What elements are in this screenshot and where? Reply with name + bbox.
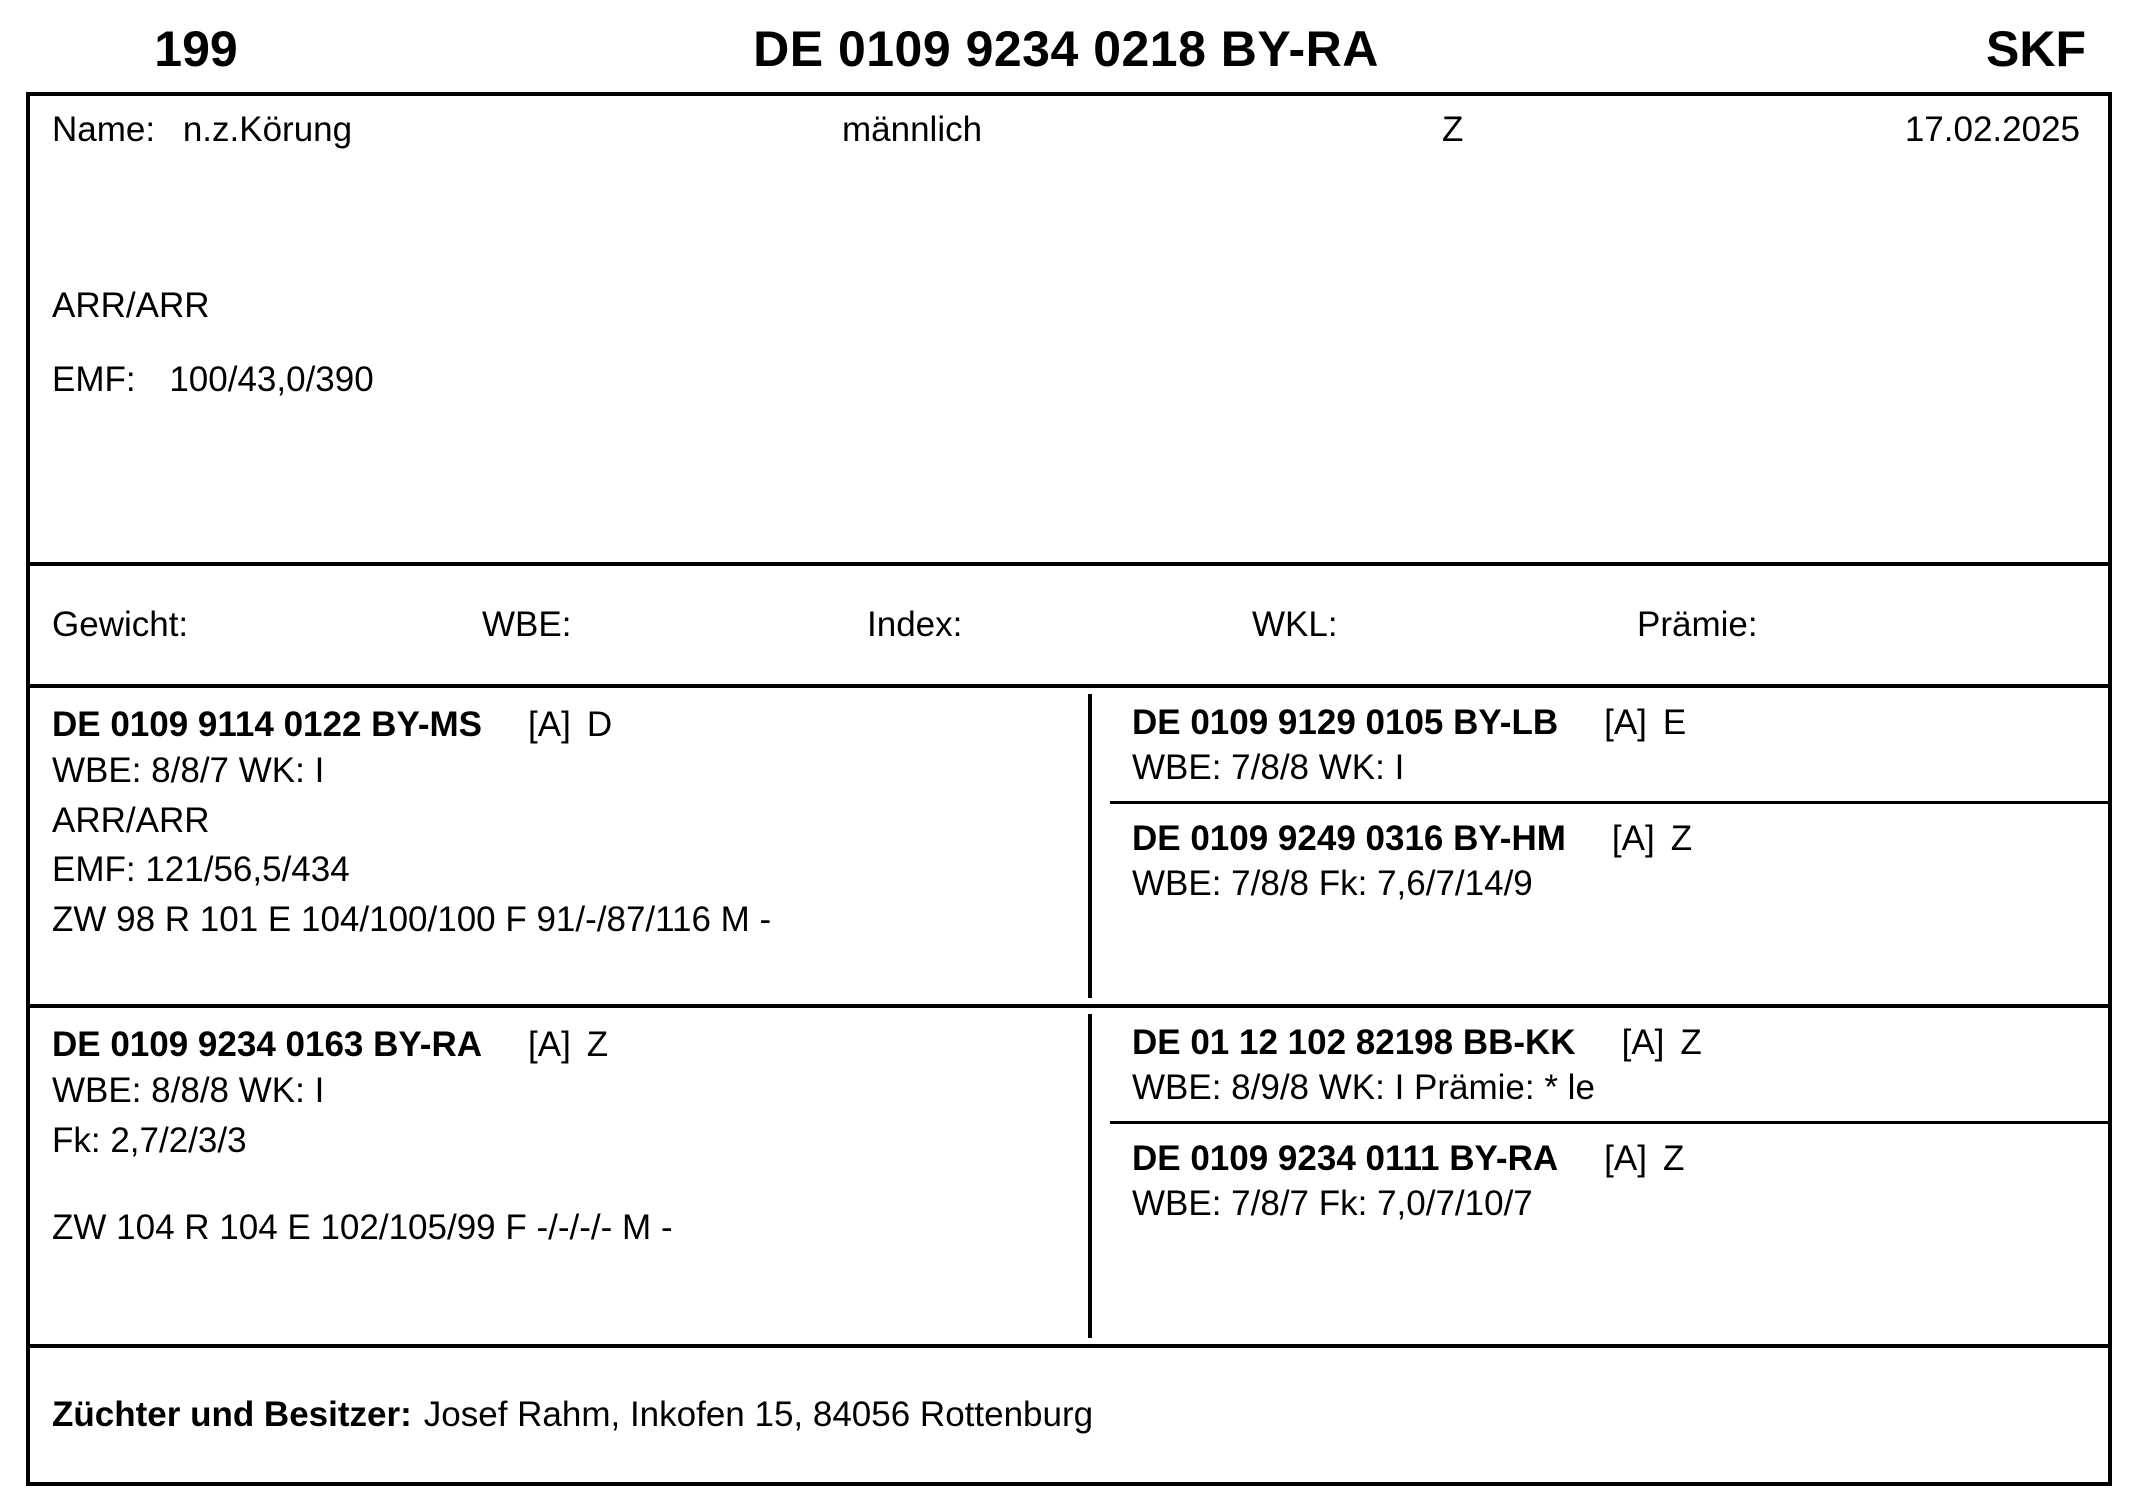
dam-cell [30, 1008, 1088, 1344]
sire-sire-class-bracket: [A] [1604, 703, 1647, 742]
index-label: Index: [867, 605, 963, 644]
name-value: n.z.Körung [182, 110, 353, 149]
sire-sire-class [1604, 702, 1686, 744]
sire-id: DE 0109 9114 0122 BY-MS [52, 705, 483, 744]
dam-dam-class-bracket: [A] [1604, 1139, 1647, 1179]
sire-dam-header [1132, 818, 2086, 860]
name-label: Name: [52, 110, 156, 149]
sire-line-3: EMF: 121/56,5/434 [52, 850, 350, 890]
sire-dam-line-1: WBE: 7/8/8 Fk: 7,6/7/14/9 [1132, 864, 1533, 904]
sire-cell [30, 688, 1088, 1004]
dam-sire-cell [1110, 1008, 2108, 1124]
emf-label: EMF: [52, 360, 136, 399]
dam-class [528, 1024, 608, 1066]
pedigree-row-sire [30, 688, 2108, 1008]
dam-line-4: ZW 104 R 104 E 102/105/99 F -/-/-/- M - [52, 1208, 673, 1248]
dam-dam-class-value: Z [1662, 1139, 1685, 1179]
sire-class [528, 704, 612, 746]
certificate-frame [26, 92, 2112, 1486]
sire-grandparents-column [1088, 688, 2108, 1004]
wkl-label: WKL: [1252, 605, 1338, 644]
animal-name-field [52, 110, 842, 150]
class-value: Z [1442, 110, 1464, 149]
sire-sire-class-value: E [1662, 703, 1687, 742]
breeder-owner-label: Züchter und Besitzer: [52, 1395, 412, 1434]
sire-dam-cell [1110, 804, 2108, 917]
page-title: DE 0109 9234 0218 BY-RA [753, 21, 1379, 77]
dam-sire-class [1622, 1022, 1702, 1064]
dam-dam-class [1604, 1138, 1684, 1180]
emf-value: 100/43,0/390 [169, 360, 374, 399]
identity-block [30, 96, 2108, 566]
sire-sire-cell [1110, 688, 2108, 804]
header-number: 199 [154, 21, 238, 77]
emf-measurement [52, 360, 374, 400]
identity-top-row [52, 110, 2086, 150]
sire-line-2: ARR/ARR [52, 800, 210, 840]
sire-dam-class [1612, 818, 1692, 860]
dam-sire-id: DE 01 12 102 82198 BB-KK [1132, 1023, 1576, 1062]
praemie-label: Prämie: [1637, 605, 1758, 644]
header-organization-code: SKF [1986, 21, 2086, 77]
dam-sire-header [1132, 1022, 2086, 1064]
sire-class-bracket: [A] [528, 705, 571, 744]
breeder-owner-value: Josef Rahm, Inkofen 15, 84056 Rottenburg [423, 1395, 1094, 1434]
dam-dam-cell [1110, 1124, 2108, 1237]
sire-dam-class-bracket: [A] [1611, 819, 1655, 859]
dam-dam-line-1: WBE: 7/8/7 Fk: 7,0/7/10/7 [1132, 1184, 1533, 1224]
gewicht-label: Gewicht: [52, 605, 189, 644]
measurement-bar [30, 566, 2108, 688]
dam-line-2: Fk: 2,7/2/3/3 [52, 1120, 247, 1160]
date-value: 17.02.2025 [1904, 110, 2080, 149]
dam-dam-id: DE 0109 9234 0111 BY-RA [1132, 1139, 1559, 1179]
sire-header [52, 704, 1066, 746]
wbe-label: WBE: [482, 605, 572, 644]
dam-class-value: Z [586, 1025, 609, 1064]
sire-dam-id: DE 0109 9249 0316 BY-HM [1132, 819, 1566, 859]
dam-header [52, 1024, 1066, 1066]
dam-id: DE 0109 9234 0163 BY-RA [52, 1025, 482, 1064]
sire-dam-class-value: Z [1670, 819, 1693, 859]
dam-sire-line-1: WBE: 8/9/8 WK: I Prämie: * le [1132, 1068, 1595, 1107]
dam-dam-header [1132, 1138, 2086, 1180]
sire-sire-id: DE 0109 9129 0105 BY-LB [1132, 703, 1559, 742]
sire-sire-header [1132, 702, 2086, 744]
dam-sire-class-bracket: [A] [1621, 1023, 1665, 1062]
dam-sire-class-value: Z [1680, 1023, 1702, 1062]
dam-grandparents-column [1088, 1008, 2108, 1344]
sire-sire-line-1: WBE: 7/8/8 WK: I [1132, 748, 1405, 787]
pedigree-row-dam [30, 1008, 2108, 1348]
page-header [26, 18, 2112, 92]
sire-line-1: WBE: 8/8/7 WK: I [52, 751, 325, 790]
sex-value: männlich [842, 110, 983, 149]
arr-genotype: ARR/ARR [52, 286, 210, 325]
dam-line-3 [52, 1165, 1066, 1203]
dam-class-bracket: [A] [528, 1025, 571, 1064]
breeder-owner-row [30, 1348, 2108, 1482]
sire-line-4: ZW 98 R 101 E 104/100/100 F 91/-/87/116 M - [52, 900, 772, 940]
sire-class-value: D [586, 705, 613, 744]
dam-line-1: WBE: 8/8/8 WK: I [52, 1071, 325, 1110]
